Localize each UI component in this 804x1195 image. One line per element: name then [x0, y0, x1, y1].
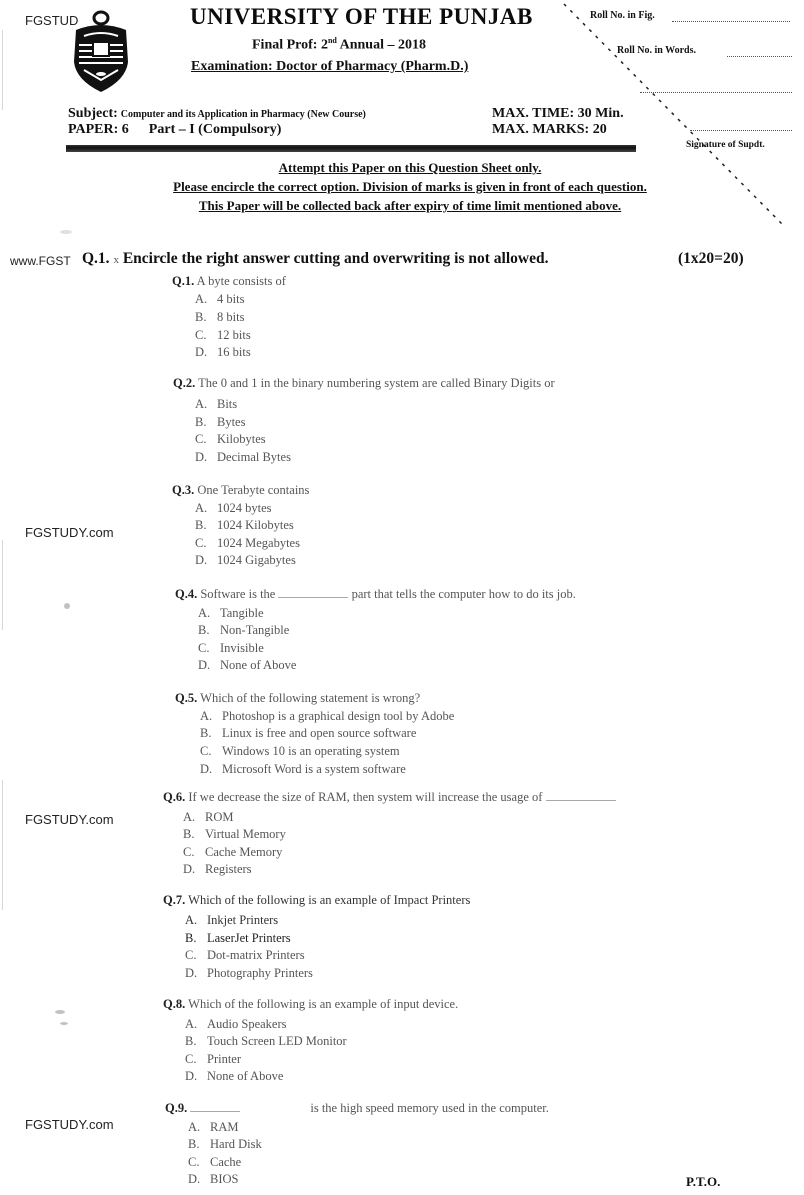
option[interactable]: C. Windows 10 is an operating system — [200, 744, 400, 758]
question: Q.7. Which of the following is an example of Impact Printers — [163, 893, 471, 907]
max-marks: MAX. MARKS: 20 — [492, 122, 607, 137]
option[interactable]: D. 1024 Gigabytes — [195, 553, 296, 567]
question: Q.8. Which of the following is an example of input device. — [163, 997, 459, 1011]
scan-artifact — [2, 780, 3, 910]
option[interactable]: C. 1024 Megabytes — [195, 536, 300, 550]
instruction-line: This Paper will be collected back after expiry of time limit mentioned above. — [198, 198, 622, 213]
scan-smudge — [55, 1010, 65, 1014]
answer-blank[interactable] — [190, 1111, 240, 1112]
option[interactable]: C. 12 bits — [195, 328, 251, 342]
question: Q.2. The 0 and 1 in the binary numbering system are called Binary Digits or — [173, 376, 555, 390]
subject-line: Subject: Computer and its Application in Pharmacy (New Course) — [68, 106, 366, 121]
watermark: FGSTUDY.com — [25, 812, 114, 827]
option[interactable]: B. 1024 Kilobytes — [195, 518, 294, 532]
option[interactable]: A. RAM — [188, 1120, 239, 1134]
section-heading: Q.1. x Encircle the right answer cutting and overwriting is not allowed. — [82, 250, 549, 267]
option[interactable]: C. Kilobytes — [195, 432, 266, 446]
option[interactable]: C. Invisible — [198, 641, 264, 655]
option[interactable]: A. 4 bits — [195, 292, 245, 306]
option[interactable]: B. Non-Tangible — [198, 623, 290, 637]
exam-session: Final Prof: 2nd Annual – 2018 — [252, 36, 426, 53]
option[interactable]: B. Touch Screen LED Monitor — [185, 1034, 347, 1048]
question: Q.3. One Terabyte contains — [172, 483, 310, 497]
scan-artifact — [2, 540, 3, 630]
option[interactable]: C. Printer — [185, 1052, 242, 1066]
option[interactable]: D. BIOS — [188, 1172, 239, 1186]
instruction-line: Please encircle the correct option. Division of marks is given in front of each question. — [173, 179, 647, 194]
header-divider — [66, 145, 636, 152]
option[interactable]: D. Decimal Bytes — [195, 450, 291, 464]
option[interactable]: D. Registers — [183, 862, 252, 876]
option[interactable]: A. Inkjet Printers — [185, 913, 279, 927]
question: Q.4. Software is the part that tells the computer how to do its job. — [175, 587, 576, 601]
option[interactable]: B. LaserJet Printers — [185, 931, 291, 945]
option[interactable]: A. 1024 bytes — [195, 501, 272, 515]
roll-no-fig-field[interactable] — [672, 21, 790, 22]
option[interactable]: B. 8 bits — [195, 310, 245, 324]
option[interactable]: C. Cache — [188, 1155, 242, 1169]
option[interactable]: D. Photography Printers — [185, 966, 313, 980]
answer-blank[interactable] — [546, 800, 616, 801]
university-crest-icon — [70, 10, 132, 95]
signature-label: Signature of Supdt. — [686, 140, 765, 150]
question: Q.9. is the high speed memory used in the computer. — [165, 1101, 549, 1115]
roll-no-words-field-line2[interactable] — [640, 92, 792, 93]
option[interactable]: B. Virtual Memory — [183, 827, 286, 841]
watermark: www.FGST — [10, 254, 71, 268]
scan-artifact — [2, 30, 3, 110]
option[interactable]: A. ROM — [183, 810, 234, 824]
answer-blank[interactable] — [278, 597, 348, 598]
option[interactable]: B. Hard Disk — [188, 1137, 262, 1151]
option[interactable]: D. None of Above — [198, 658, 297, 672]
paper-line: PAPER: 6 Part – I (Compulsory) — [68, 122, 282, 137]
option[interactable]: A. Bits — [195, 397, 238, 411]
signature-field[interactable] — [690, 130, 792, 131]
university-name: UNIVERSITY OF THE PUNJAB — [190, 4, 533, 29]
option[interactable]: C. Dot-matrix Printers — [185, 948, 305, 962]
watermark: FGSTUD — [25, 13, 79, 28]
page-turn-over: P.T.O. — [686, 1174, 721, 1189]
section-marks: (1x20=20) — [678, 250, 744, 267]
watermark: FGSTUDY.com — [25, 525, 114, 540]
option[interactable]: D. Microsoft Word is a system software — [200, 762, 406, 776]
option[interactable]: C. Cache Memory — [183, 845, 283, 859]
option[interactable]: B. Linux is free and open source software — [200, 726, 417, 740]
scan-smudge — [64, 603, 70, 609]
roll-no-words-field[interactable] — [727, 56, 792, 57]
instruction-line: Attempt this Paper on this Question Sheet only. — [278, 160, 542, 175]
option[interactable]: D. 16 bits — [195, 345, 251, 359]
scan-smudge — [60, 1022, 68, 1025]
question: Q.6. If we decrease the size of RAM, then system will increase the usage of — [163, 790, 616, 805]
question: Q.1. A byte consists of — [172, 274, 286, 288]
max-time: MAX. TIME: 30 Min. — [492, 106, 624, 121]
watermark: FGSTUDY.com — [25, 1117, 114, 1132]
scan-smudge — [60, 230, 72, 234]
option[interactable]: D. None of Above — [185, 1069, 284, 1083]
option[interactable]: A. Photoshop is a graphical design tool by Adobe — [200, 709, 455, 723]
examination-title: Examination: Doctor of Pharmacy (Pharm.D.) — [191, 59, 469, 74]
roll-no-fig-label: Roll No. in Fig. — [590, 10, 655, 21]
option[interactable]: B. Bytes — [195, 415, 246, 429]
option[interactable]: A. Tangible — [198, 606, 264, 620]
roll-no-words-label: Roll No. in Words. — [617, 45, 696, 56]
option[interactable]: A. Audio Speakers — [185, 1017, 287, 1031]
question: Q.5. Which of the following statement is wrong? — [175, 691, 421, 705]
